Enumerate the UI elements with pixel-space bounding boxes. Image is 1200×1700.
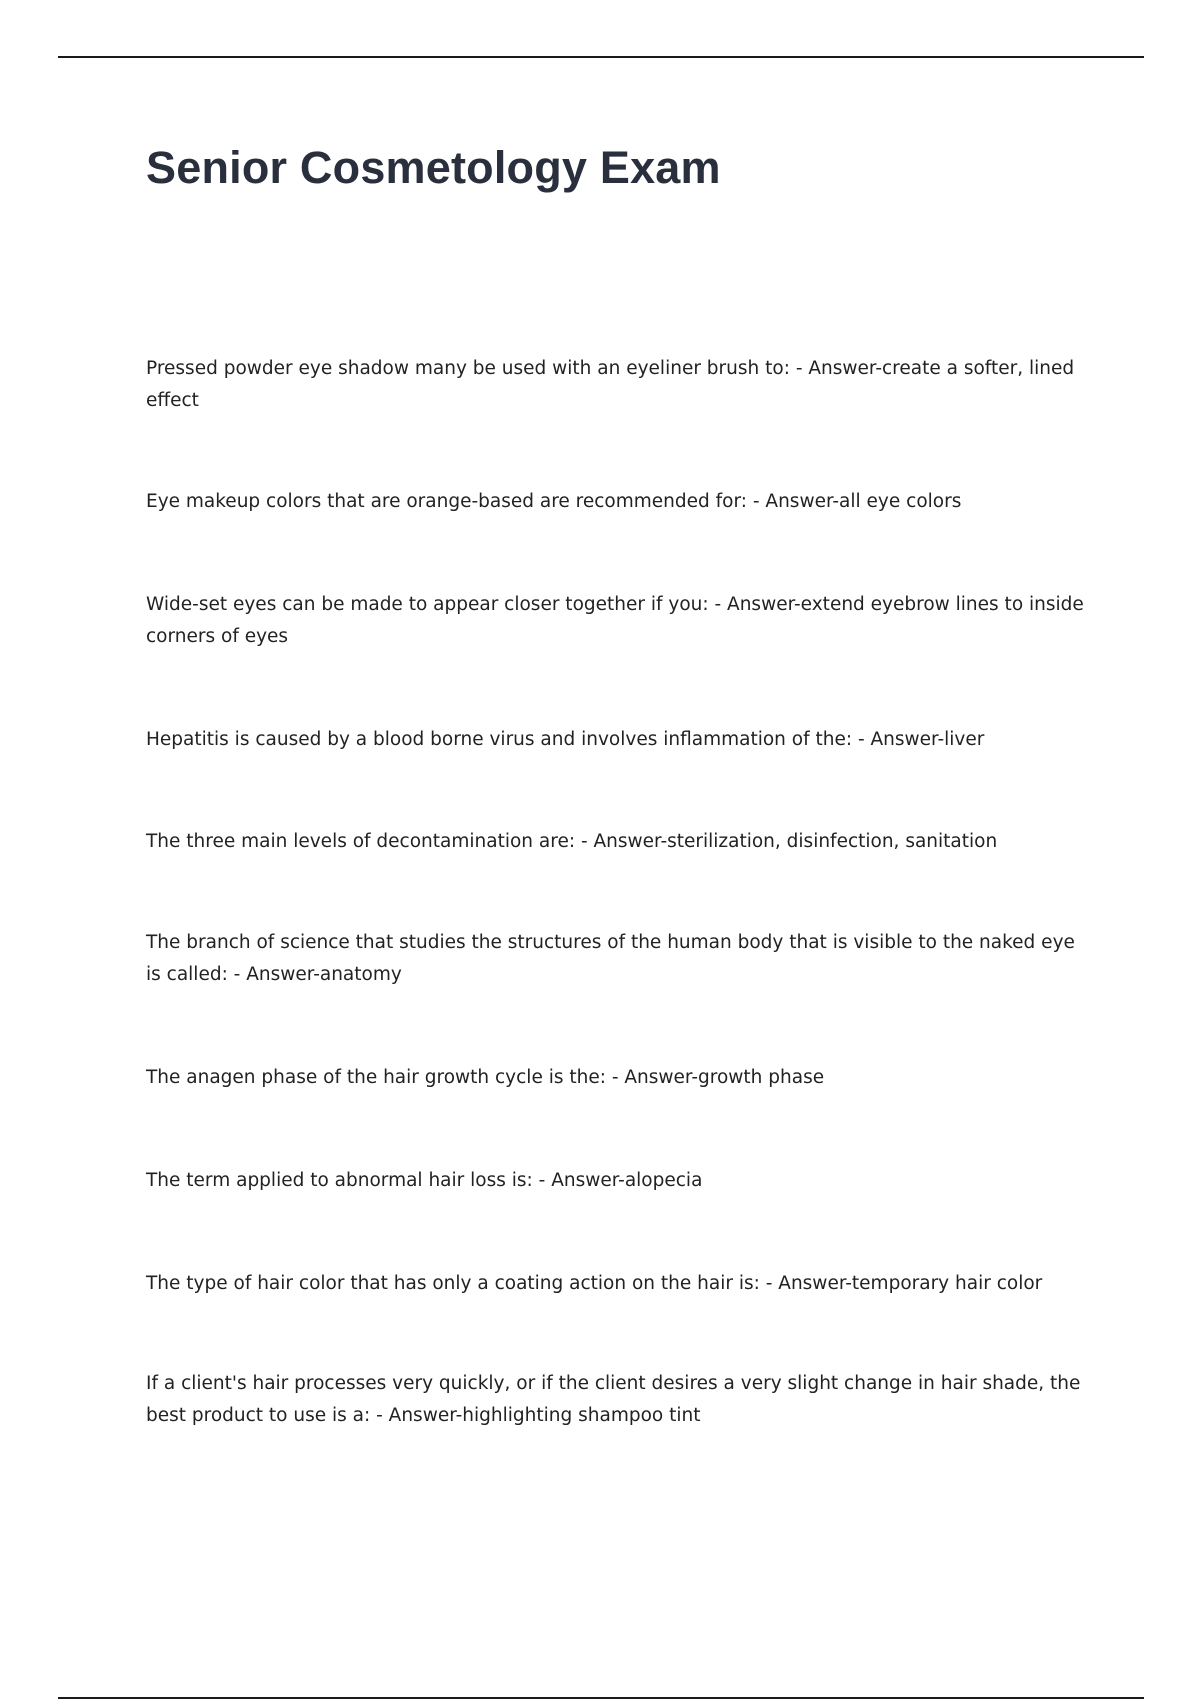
qa-item: The type of hair color that has only a coating action on the hair is: - Answer-temporary hair color (146, 1273, 1043, 1294)
qa-item: Eye makeup colors that are orange-based are recommended for: - Answer-all eye colors (146, 491, 962, 512)
qa-item: The branch of science that studies the structures of the human body that is visible to the naked eye is called: - Answer-anatomy (146, 932, 1075, 985)
qa-item: Pressed powder eye shadow many be used with an eyeliner brush to: - Answer-create a softer, lined effect (146, 358, 1075, 411)
qa-item: If a client's hair processes very quickly, or if the client desires a very slight change in hair shade, the best product to use is a: - Answer-highlighting shampoo tint (146, 1373, 1081, 1426)
qa-item: The anagen phase of the hair growth cycle is the: - Answer-growth phase (146, 1067, 825, 1088)
page-title: Senior Cosmetology Exam (146, 142, 721, 193)
qa-item: Wide-set eyes can be made to appear closer together if you: - Answer-extend eyebrow lines to inside corners of eyes (146, 594, 1084, 647)
qa-item: The term applied to abnormal hair loss is: - Answer-alopecia (146, 1170, 703, 1191)
qa-item: The three main levels of decontamination are: - Answer-sterilization, disinfection, sanitation (146, 831, 998, 852)
footer-rule (58, 1697, 1144, 1699)
qa-item: Hepatitis is caused by a blood borne virus and involves inflammation of the: - Answer-liver (146, 729, 985, 750)
header-rule (58, 56, 1144, 58)
